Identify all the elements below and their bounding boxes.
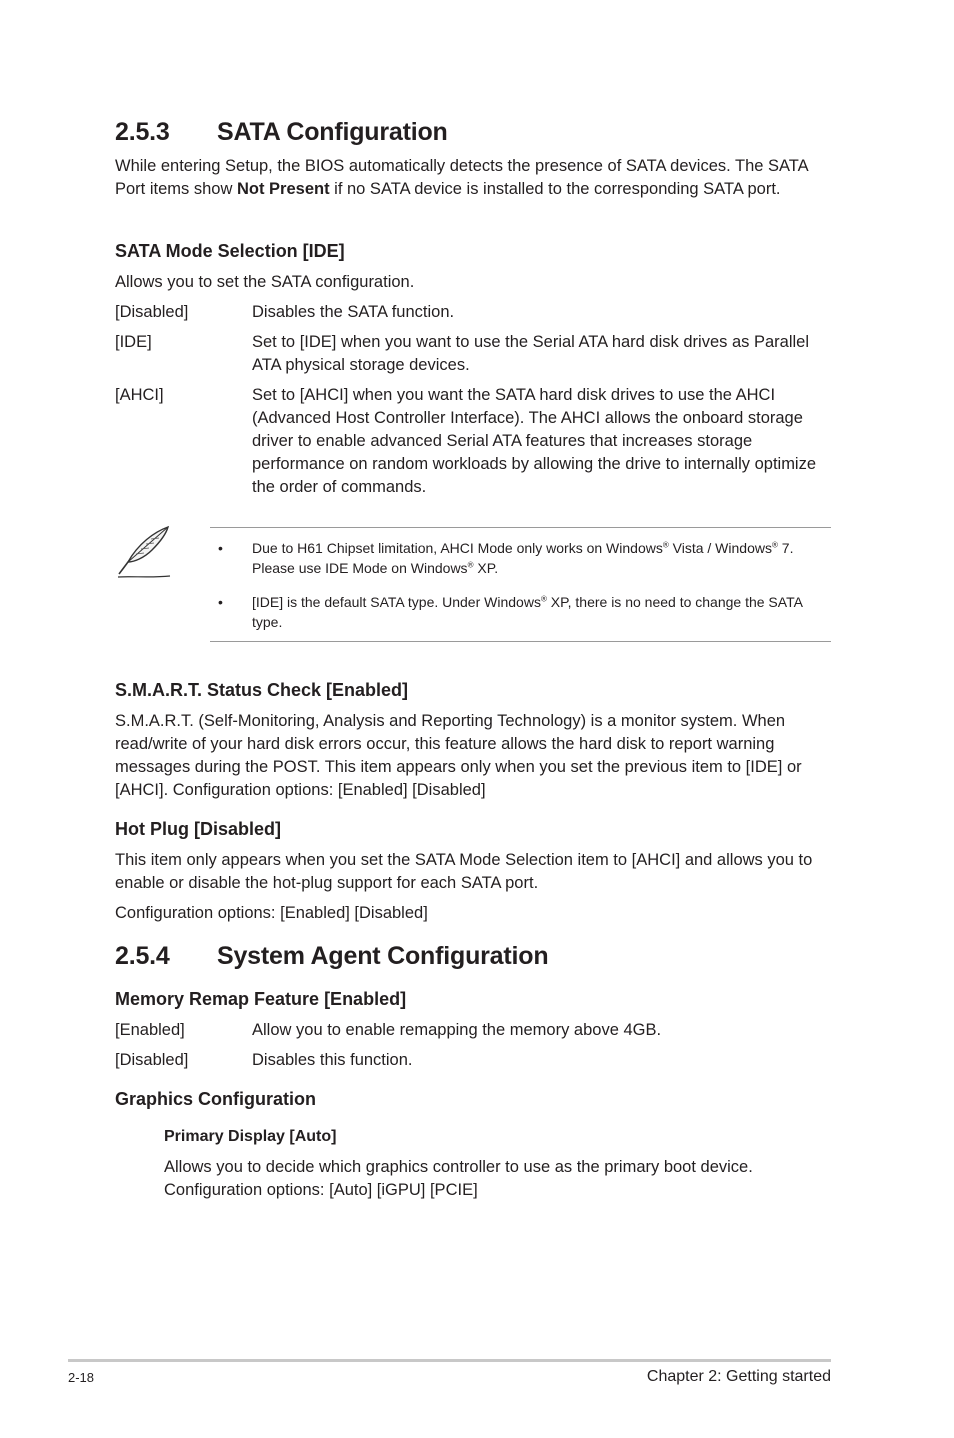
note-bottom-rule bbox=[210, 641, 831, 642]
bullet: • bbox=[218, 540, 223, 556]
primary-display-heading: Primary Display [Auto] bbox=[164, 1128, 337, 1145]
smart-heading: S.M.A.R.T. Status Check [Enabled] bbox=[115, 680, 409, 700]
option-row bbox=[115, 301, 855, 325]
section-heading-2-5-3 bbox=[115, 118, 448, 147]
hotplug-desc: This item only appears when you set the SATA Mode Selection item to [AHCI] and allows you to enable or disable the hot-plug support for each SATA port. bbox=[115, 851, 813, 892]
section-number: 2.5.3 bbox=[115, 118, 170, 146]
option-key: [Disabled] bbox=[115, 1051, 189, 1069]
option-desc: Disables the SATA function. bbox=[252, 303, 455, 321]
intro-text-a: While entering Setup, the BIOS automatically detects the presence of SATA devices. The SATA Port items show bbox=[115, 157, 808, 198]
option-key: [Enabled] bbox=[115, 1021, 185, 1039]
note-text: Due to H61 Chipset limitation, AHCI Mode only works on Windows® Vista / Windows® 7. Please use IDE Mode on Windows® XP. bbox=[252, 540, 794, 576]
sata-mode-heading: SATA Mode Selection [IDE] bbox=[115, 241, 345, 261]
option-row bbox=[115, 384, 855, 502]
bullet: • bbox=[218, 594, 223, 610]
section-number: 2.5.4 bbox=[115, 942, 170, 970]
section-title: SATA Configuration bbox=[217, 118, 448, 146]
option-row bbox=[115, 1049, 855, 1073]
footer-rule bbox=[68, 1359, 831, 1362]
graphics-heading: Graphics Configuration bbox=[115, 1089, 317, 1109]
option-key: [IDE] bbox=[115, 333, 152, 351]
section-title: System Agent Configuration bbox=[217, 942, 549, 970]
sata-intro-paragraph bbox=[115, 155, 835, 201]
option-row bbox=[115, 1019, 855, 1043]
option-row bbox=[115, 331, 855, 379]
option-desc: Allow you to enable remapping the memory above 4GB. bbox=[252, 1021, 662, 1039]
sata-mode-desc: Allows you to set the SATA configuration. bbox=[115, 273, 415, 291]
intro-text-b: if no SATA device is installed to the corresponding SATA port. bbox=[329, 180, 781, 198]
note-item bbox=[210, 538, 831, 580]
intro-bold-text: Not Present bbox=[236, 180, 330, 198]
memremap-heading: Memory Remap Feature [Enabled] bbox=[115, 989, 407, 1009]
note-text: [IDE] is the default SATA type. Under Windows® XP, there is no need to change the SATA type. bbox=[252, 594, 803, 630]
smart-desc: S.M.A.R.T. (Self-Monitoring, Analysis and Reporting Technology) is a monitor system. When read/write of your hard disk errors occur, this feature allows the hard disk to report warning messages during the POST. This item appears only when you set the previous item to [IDE] or [AHCI]. Configuration options: [Enabled] [Disabled] bbox=[115, 712, 802, 799]
option-desc: Disables this function. bbox=[252, 1051, 413, 1069]
hotplug-config: Configuration options: [Enabled] [Disabled] bbox=[115, 904, 428, 922]
option-desc: Set to [IDE] when you want to use the Serial ATA hard disk drives as Parallel ATA physical storage devices. bbox=[252, 333, 810, 374]
option-desc: Set to [AHCI] when you want the SATA hard disk drives to use the AHCI (Advanced Host Controller Interface). The AHCI allows the onboard storage driver to enable advanced Serial ATA features that increases storage performance on random workloads by allowing the drive to internally optimize the order of commands. bbox=[252, 386, 817, 496]
option-key: [AHCI] bbox=[115, 386, 164, 404]
chapter-title: Chapter 2: Getting started bbox=[646, 1368, 831, 1385]
note-item bbox=[210, 592, 831, 634]
page-number: 2-18 bbox=[68, 1370, 95, 1385]
feather-pen-icon bbox=[114, 524, 172, 582]
section-heading-2-5-4 bbox=[115, 942, 548, 971]
option-key: [Disabled] bbox=[115, 303, 189, 321]
hotplug-heading: Hot Plug [Disabled] bbox=[115, 819, 281, 839]
note-top-rule bbox=[210, 527, 831, 528]
primary-display-desc: Allows you to decide which graphics controller to use as the primary boot device. Configuration options: [Auto] [iGPU] [PCIE] bbox=[164, 1158, 753, 1199]
